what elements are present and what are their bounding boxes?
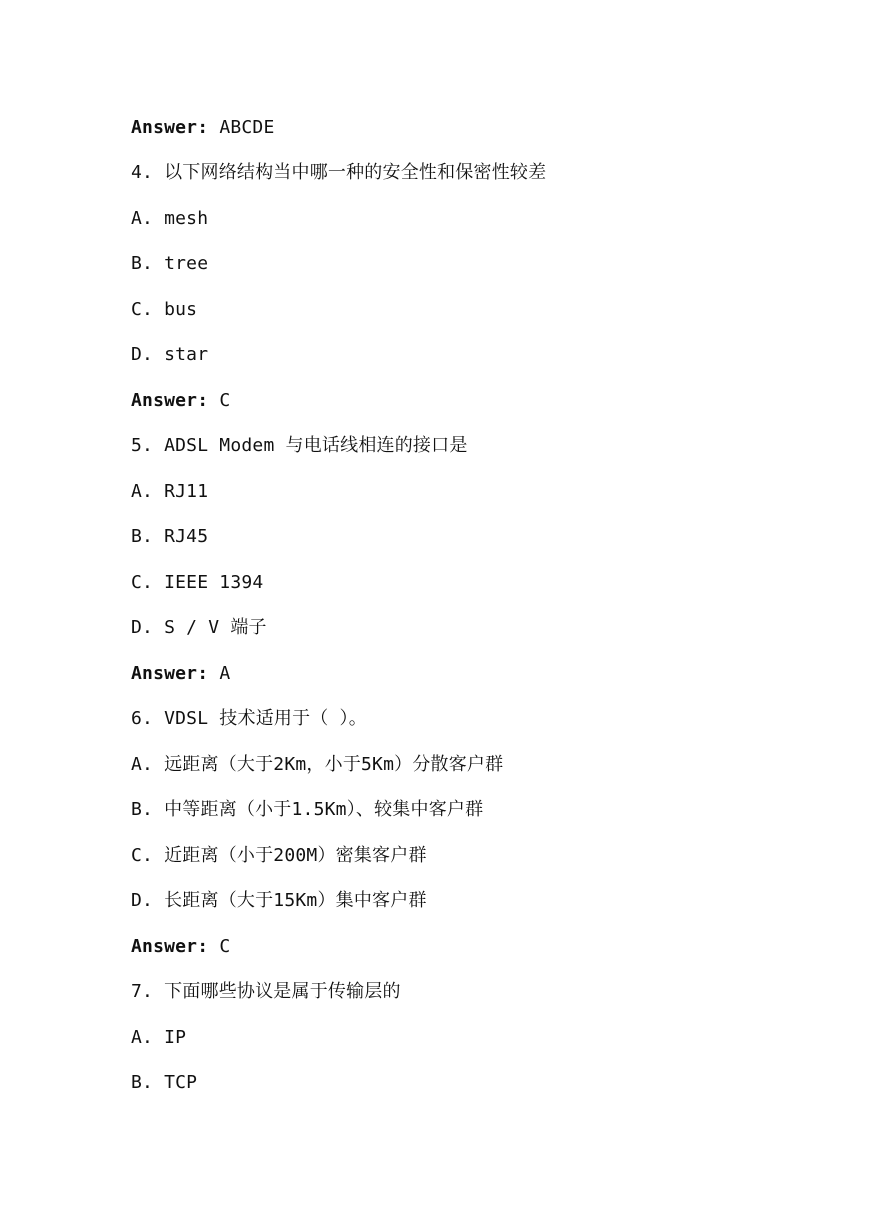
option-text: B. 中等距离（小于1.5Km）、较集中客户群 xyxy=(131,799,484,820)
answer-label: Answer: xyxy=(131,117,209,138)
option-text: A. RJ11 xyxy=(131,481,209,502)
option-text: D. star xyxy=(131,344,209,365)
option-text: C. 近距离（小于200M）密集客户群 xyxy=(131,845,427,866)
option-text: D. 长距离（大于15Km）集中客户群 xyxy=(131,890,427,911)
option-text: C. bus xyxy=(131,299,198,320)
question-text: 6. VDSL 技术适用于（ ）。 xyxy=(131,708,367,729)
answer-value: C xyxy=(219,936,231,957)
option-text: B. TCP xyxy=(131,1072,198,1093)
option-text: C. IEEE 1394 xyxy=(131,572,264,593)
option-text: B. RJ45 xyxy=(131,526,209,547)
option-text: D. S / V 端子 xyxy=(131,617,267,638)
answer-label: Answer: xyxy=(131,390,209,411)
answer-value: A xyxy=(219,663,231,684)
option-text: A. mesh xyxy=(131,208,209,229)
answer-line xyxy=(131,935,230,959)
option-text: A. IP xyxy=(131,1027,187,1048)
answer-line xyxy=(131,662,230,686)
answer-label: Answer: xyxy=(131,936,209,957)
answer-value: C xyxy=(219,390,231,411)
answer-line xyxy=(131,389,230,413)
answer-label: Answer: xyxy=(131,663,209,684)
option-text: B. tree xyxy=(131,253,209,274)
answer-line xyxy=(131,116,275,140)
question-text: 5. ADSL Modem 与电话线相连的接口是 xyxy=(131,435,468,456)
answer-value: ABCDE xyxy=(219,117,275,138)
question-text: 7. 下面哪些协议是属于传输层的 xyxy=(131,981,401,1002)
option-text: A. 远距离（大于2Km，小于5Km）分散客户群 xyxy=(131,754,504,775)
question-text: 4. 以下网络结构当中哪一种的安全性和保密性较差 xyxy=(131,162,547,183)
